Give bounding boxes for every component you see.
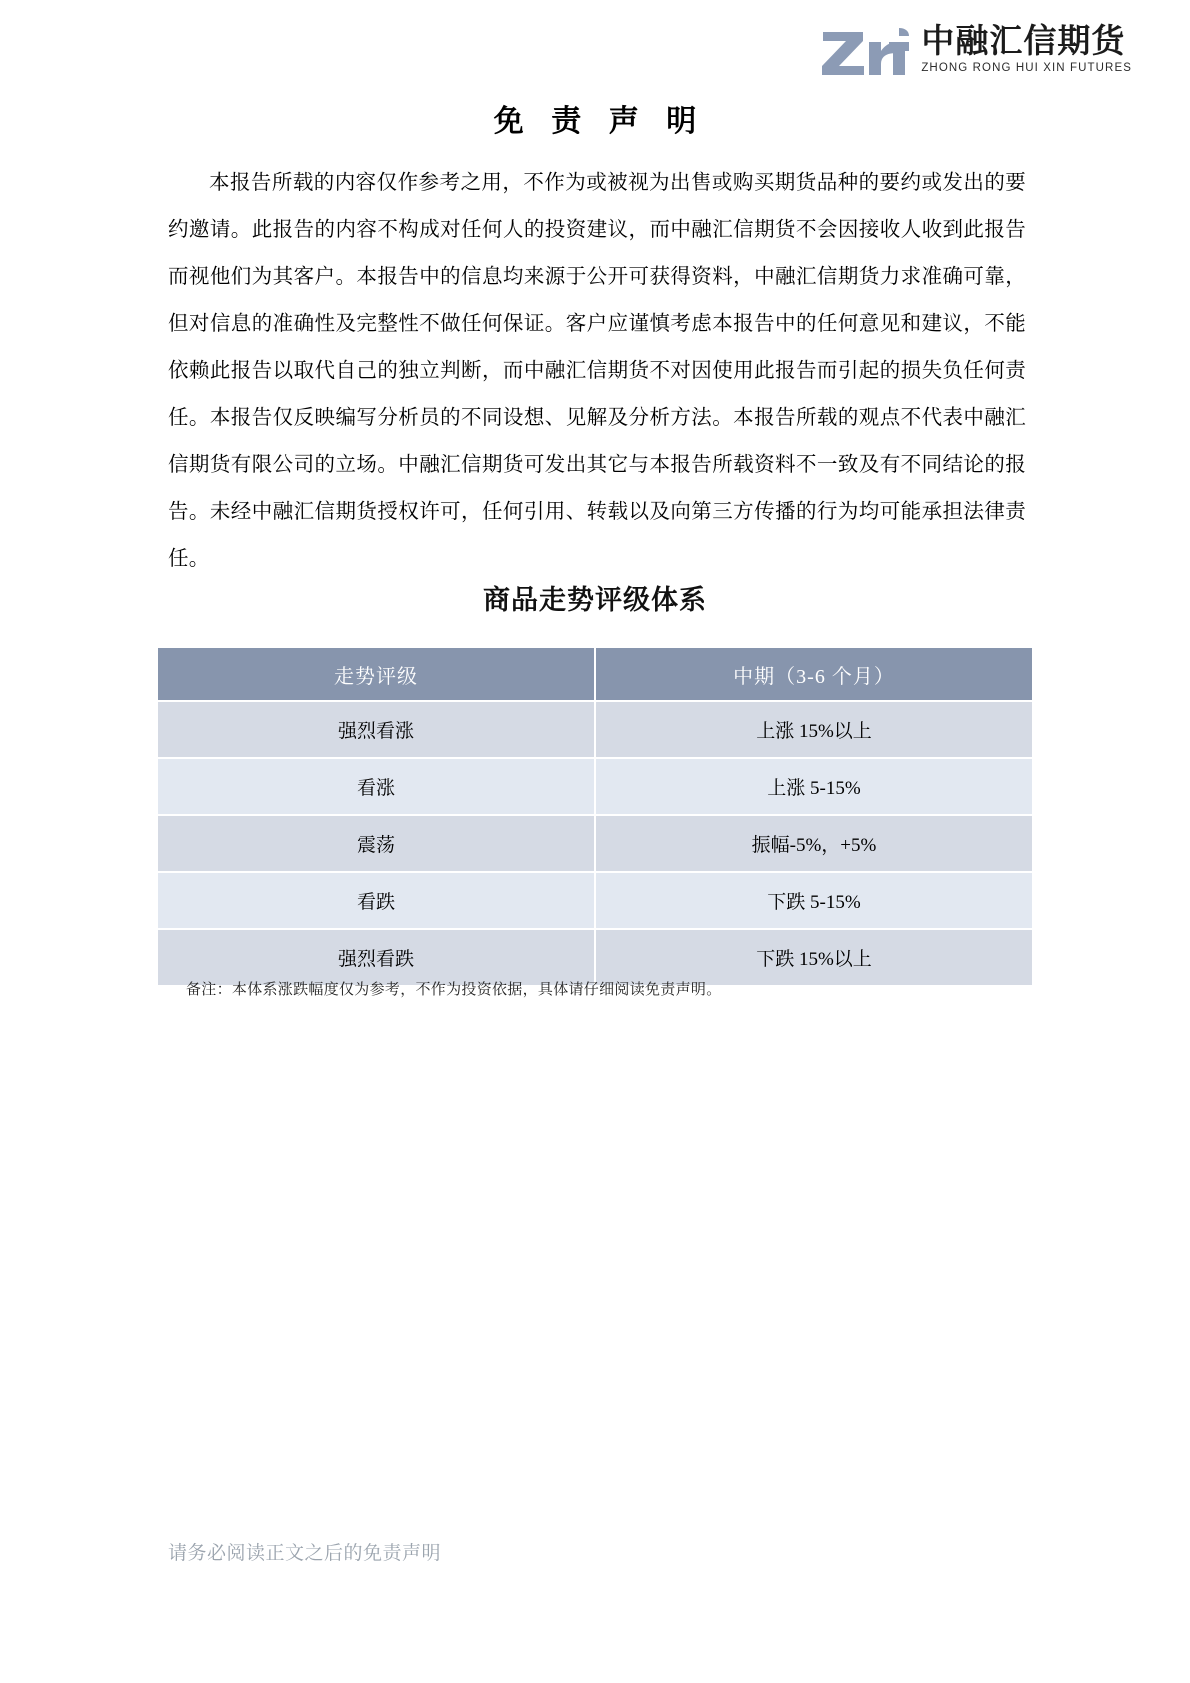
disclaimer-section xyxy=(168,160,1026,583)
table-cell-rating: 强烈看涨 xyxy=(158,701,595,758)
table-row xyxy=(158,872,1032,929)
table-body xyxy=(158,701,1032,985)
brand-header xyxy=(819,24,1132,82)
rating-system-table xyxy=(158,648,1032,985)
table-row xyxy=(158,815,1032,872)
table-cell-rating: 震荡 xyxy=(158,815,595,872)
table-cell-rating: 看跌 xyxy=(158,872,595,929)
table-cell-range: 下跌 5-15% xyxy=(595,872,1032,929)
brand-text-block xyxy=(921,24,1132,74)
table-row xyxy=(158,929,1032,985)
table-cell-range: 振幅-5%，+5% xyxy=(595,815,1032,872)
table-header-cell-rating: 走势评级 xyxy=(158,648,595,701)
disclaimer-paragraph: 本报告所载的内容仅作参考之用，不作为或被视为出售或购买期货品种的要约或发出的要约邀请。此报告的内容不构成对任何人的投资建议，而中融汇信期货不会因接收人收到此报告而视他们为其客户。本报告中的信息均来源于公开可获得资料，中融汇信期货力求准确可靠，但对信息的准确性及完整性不做任何保证。客户应谨慎考虑本报告中的任何意见和建议，不能依赖此报告以取代自己的独立判断，而中融汇信期货不对因使用此报告而引起的损失负任何责任。本报告仅反映编写分析员的不同设想、见解及分析方法。本报告所载的观点不代表中融汇信期货有限公司的立场。中融汇信期货可发出其它与本报告所载资料不一致及有不同结论的报告。未经中融汇信期货授权许可，任何引用、转载以及向第三方传播的行为均可能承担法律责任。 xyxy=(168,172,1026,570)
table-note: 备注：本体系涨跌幅度仅为参考，不作为投资依据，具体请仔细阅读免责声明。 xyxy=(186,981,722,998)
table-cell-rating: 看涨 xyxy=(158,758,595,815)
table-cell-range: 上涨 5-15% xyxy=(595,758,1032,815)
brand-name-en: ZHONG RONG HUI XIN FUTURES xyxy=(921,61,1132,74)
table-header xyxy=(158,648,1032,701)
table-cell-range: 上涨 15%以上 xyxy=(595,701,1032,758)
table-header-cell-midterm: 中期（3-6 个月） xyxy=(595,648,1032,701)
table-header-row xyxy=(158,648,1032,701)
table-cell-range: 下跌 15%以上 xyxy=(595,929,1032,985)
page-title: 免 责 声 明 xyxy=(493,105,707,138)
page-footer: 请务必阅读正文之后的免责声明 xyxy=(168,1543,442,1564)
section-title-rating-system: 商品走势评级体系 xyxy=(483,585,707,615)
table-row xyxy=(158,758,1032,815)
zrf-logo-icon xyxy=(819,24,911,82)
brand-name-cn: 中融汇信期货 xyxy=(921,22,1126,59)
table-row xyxy=(158,701,1032,758)
table-cell-rating: 强烈看跌 xyxy=(158,929,595,985)
